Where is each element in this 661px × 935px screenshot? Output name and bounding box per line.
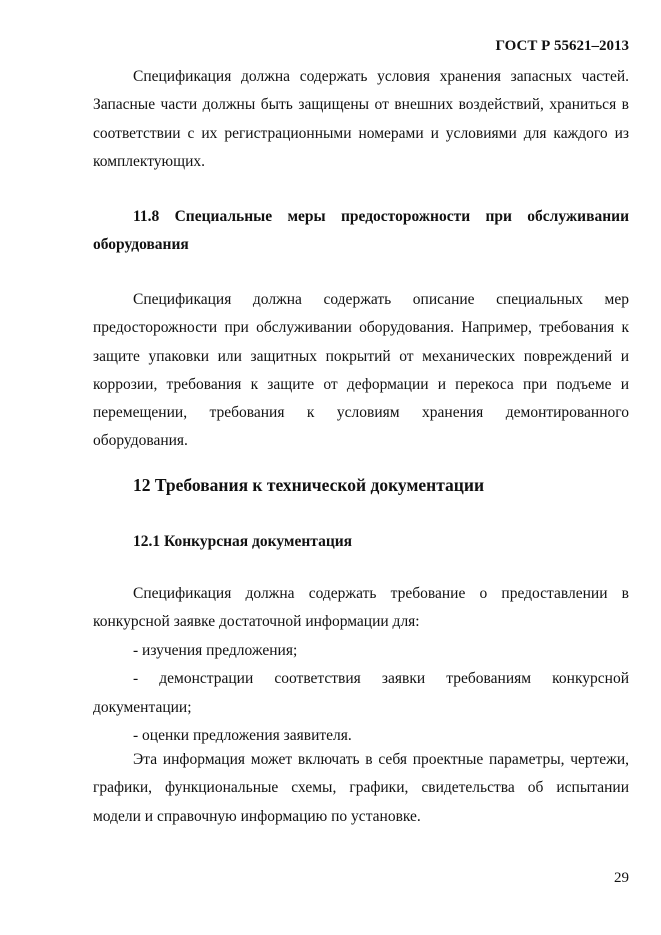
- paragraph-line: графики, функциональные схемы, графики, свидетельства об испытании: [93, 779, 629, 797]
- paragraph-line: конкурсной заявке достаточной информации для:: [93, 613, 420, 631]
- paragraph-tender-requirement: [93, 580, 629, 637]
- paragraph-line: коррозии, требования к защите от деформации и перекоса при подъеме и: [93, 375, 629, 393]
- heading-line: 11.8 Специальные меры предосторожности при обслуживании: [133, 208, 629, 225]
- paragraph-line: Спецификация должна содержать требование о предоставлении в: [133, 585, 629, 602]
- paragraph-line: Спецификация должна содержать описание специальных мер: [133, 291, 629, 308]
- paragraph-line: оборудования.: [93, 432, 188, 450]
- paragraph-line: Эта информация может включать в себя проектные параметры, чертежи,: [133, 751, 629, 768]
- page-number: 29: [614, 870, 629, 886]
- paragraph-information: [93, 746, 629, 831]
- paragraph-precautions: [93, 286, 629, 456]
- paragraph-line: предосторожности при обслуживании оборудования. Например, требования к: [93, 319, 629, 337]
- paragraph-line: защите упаковки или защитных покрытий от механических повреждений и: [93, 347, 629, 365]
- paragraph-line: комплектующих.: [93, 152, 205, 170]
- paragraph-line: модели и справочную информацию по установке.: [93, 807, 421, 825]
- section-heading-12: 12 Требования к технической документации: [133, 475, 485, 495]
- heading-line: оборудования: [93, 236, 189, 254]
- paragraph-line: Запасные части должны быть защищены от внешних воздействий, храниться в: [93, 96, 629, 114]
- paragraph-line: перемещении, требования к условиям хранения демонтированного: [93, 404, 629, 422]
- section-heading-12-1: 12.1 Конкурсная документация: [133, 533, 353, 550]
- section-heading-11-8: [93, 203, 629, 260]
- list-item: - оценки предложения заявителя.: [133, 726, 352, 744]
- list-item-continuation: документации;: [93, 698, 192, 716]
- document-header: ГОСТ Р 55621–2013: [495, 38, 629, 54]
- requirements-list: [93, 637, 629, 750]
- list-item: - изучения предложения;: [133, 642, 298, 659]
- paragraph-spare-parts: [93, 63, 629, 176]
- paragraph-line: соответствии с их регистрационными номерами и условиями для каждого из: [93, 124, 629, 142]
- paragraph-line: Спецификация должна содержать условия хранения запасных частей.: [133, 68, 629, 85]
- list-item: - демонстрации соответствия заявки требованиям конкурсной: [133, 670, 629, 688]
